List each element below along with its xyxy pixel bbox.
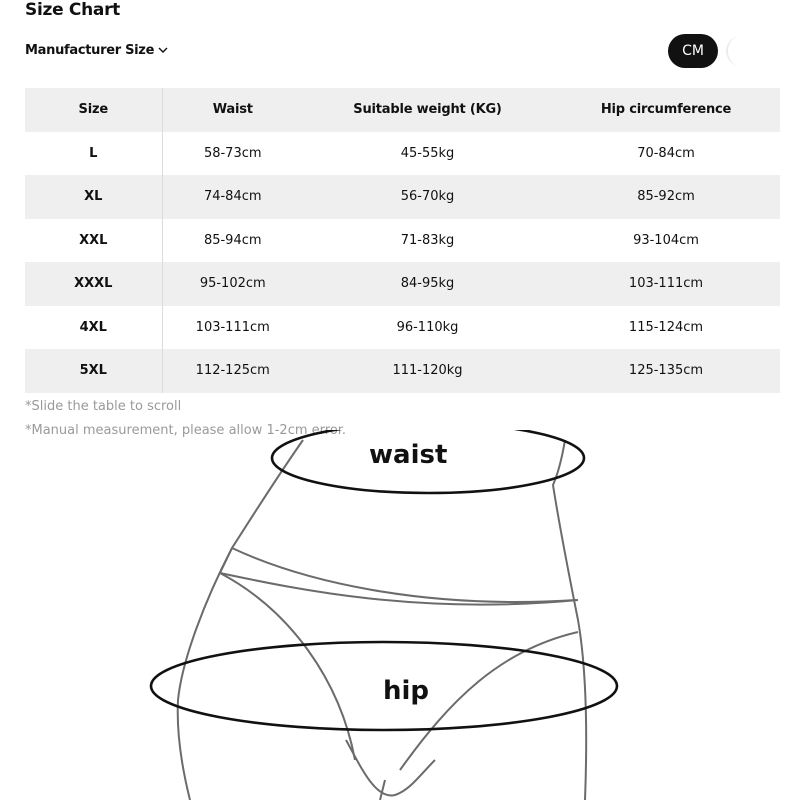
size-cell: XL [25,175,162,219]
weight-cell: 71-83kg [400,232,455,248]
weight-cell: 96-110kg [396,319,459,335]
hip-cell: 85-92cm [637,189,695,205]
waist-cell: 74-84cm [203,189,262,205]
hip-cell: 115-124cm [628,319,704,335]
size-cell: 5XL [25,349,162,393]
hip-cell: 125-135cm [628,363,704,379]
measurement-disclaimer: *Manual measurement, please allow 1-2cm error. [25,423,347,438]
table-row [25,219,780,263]
table-row [25,175,780,219]
waist-cell: 95-102cm [199,276,266,292]
table-row [25,349,780,393]
column-header-hip: Hip circumference [600,102,732,118]
page-title: Size Chart [25,0,120,20]
hip-cell: 70-84cm [637,145,695,161]
hip-cell: 93-104cm [633,232,699,248]
chevron-down-icon [158,47,168,54]
waist-cell: 85-94cm [203,232,262,248]
hip-label: hip [383,676,430,706]
column-header-size: Size [25,88,162,132]
size-cell: XXL [25,219,162,263]
waist-cell: 112-125cm [195,363,270,379]
size-table[interactable] [25,88,780,393]
column-header-waist: Waist [212,102,253,118]
scroll-hint: *Slide the table to scroll [25,399,182,414]
weight-cell: 56-70kg [400,189,455,205]
table-row [25,132,780,176]
waist-label: waist [369,440,448,470]
measurement-diagram [0,430,800,800]
garment-outline-icon [178,440,586,800]
weight-cell: 84-95kg [400,276,455,292]
table-row [25,306,780,350]
size-system-label: Manufacturer Size [25,43,155,58]
table-row [25,262,780,306]
waist-cell: 103-111cm [195,319,270,335]
table-header-row [25,88,780,132]
size-cell: XXXL [25,262,162,306]
weight-cell: 45-55kg [400,145,455,161]
waist-cell: 58-73cm [203,145,262,161]
size-cell: L [25,132,162,176]
unit-toggle-cm[interactable]: CM [668,34,718,68]
hip-cell: 103-111cm [628,276,704,292]
unit-toggle-inch-placeholder[interactable] [726,36,746,66]
size-system-dropdown[interactable] [25,43,168,58]
size-cell: 4XL [25,306,162,350]
column-header-weight: Suitable weight (KG) [353,102,502,118]
weight-cell: 111-120kg [392,363,463,379]
